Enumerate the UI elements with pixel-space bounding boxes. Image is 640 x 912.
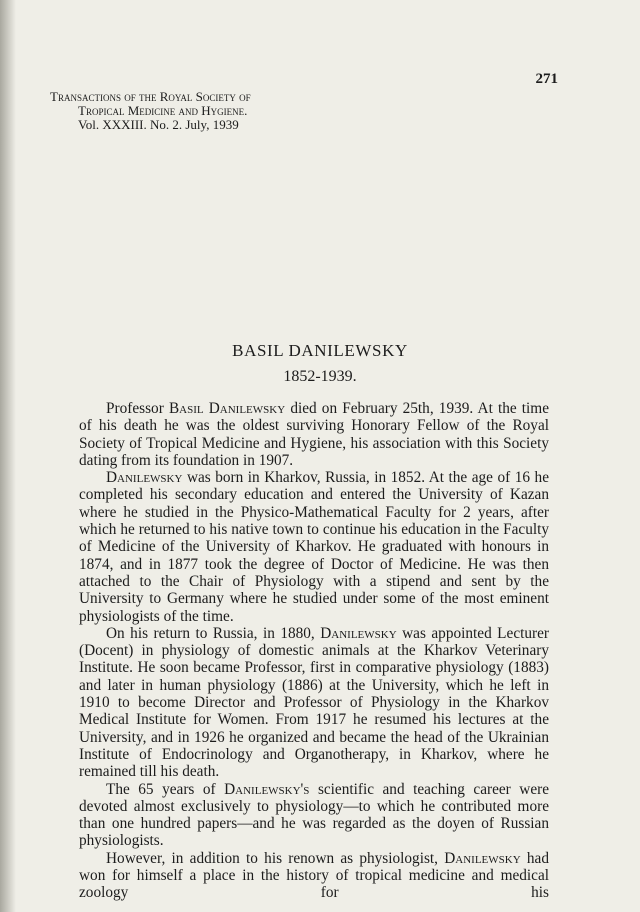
paragraph-lead: However, in addition to his renown as physiologist, [106, 849, 445, 867]
article-title: BASIL DANILEWSKY [232, 341, 408, 360]
journal-title-line-1: Transactions of the Royal Society of [50, 89, 251, 104]
paragraph-text: was born in Kharkov, Russia, in 1852. At the age of 16 he completed his secondary education and entered the University of Kazan where he studied in the Physico-Mathematical Faculty for 2 years, after which he returned to his native town to continue his education in the Faculty of Medicine of the University of Kharkov. He graduated with honours in 1874, and in 1877 took the degree of Doctor of Medicine. He was then attached to the Chair of Physiology with a stipend and sent by the University to Germany where he studied under some of the most eminent physiologists of the time. [79, 469, 549, 625]
person-name: Basil Danilewsky [168, 400, 286, 417]
paragraph-2 [79, 469, 549, 625]
paragraph-lead: The 65 years of [106, 780, 225, 798]
paragraph-text: scientific and teaching career were devoted almost exclusively to physiology—to which he contributed more than one hundred papers—and he was regarded as the doyen of Russian physiologists. [79, 780, 549, 850]
person-name: Danilewsky's [224, 780, 310, 798]
article-dates: 1852-1939. [283, 368, 357, 385]
paragraph-4 [79, 781, 549, 850]
person-name: Danilewsky [320, 624, 397, 642]
paragraph-lead: On his return to Russia, in 1880, [106, 624, 321, 642]
paragraph-text: had won for himself a place in the history of tropical medicine and medical zoology for his [79, 849, 549, 902]
book-spine-shadow [0, 0, 16, 912]
paragraph-3 [79, 625, 549, 781]
paragraph-1 [79, 400, 549, 469]
journal-volume-line: Vol. XXXIII. No. 2. July, 1939 [78, 117, 239, 132]
paragraph-text: died on February 25th, 1939. At the time of his death he was the oldest surviving Honorary Fellow of the Royal Society of Tropical Medicine and Hygiene, his association with this Society dating from its foundation in 1907. [79, 400, 549, 469]
journal-title-line-2: Tropical Medicine and Hygiene. [78, 103, 248, 118]
article-body [79, 400, 549, 902]
paragraph-text: was appointed Lecturer (Docent) in physiology of domestic animals at the Kharkov Veterinary Institute. He soon became Professor, first in comparative physiology (1883) and later in human physiology (1886) at the University, which he left in 1910 to become Director and Professor of Physiology in the Kharkov Medical Institute for Women. From 1917 he resumed his lectures at the University, and in 1926 he organized and became the head of the Ukrainian Institute of Endocrinology and Organotherapy, in Kharkov, where he remained till his death. [79, 624, 549, 781]
person-name: Danilewsky [106, 469, 183, 487]
paragraph-5 [79, 850, 549, 902]
person-name: Danilewsky [444, 849, 521, 867]
paragraph-lead: Professor [106, 400, 169, 417]
journal-header [50, 90, 310, 132]
page-number: 271 [535, 71, 558, 87]
